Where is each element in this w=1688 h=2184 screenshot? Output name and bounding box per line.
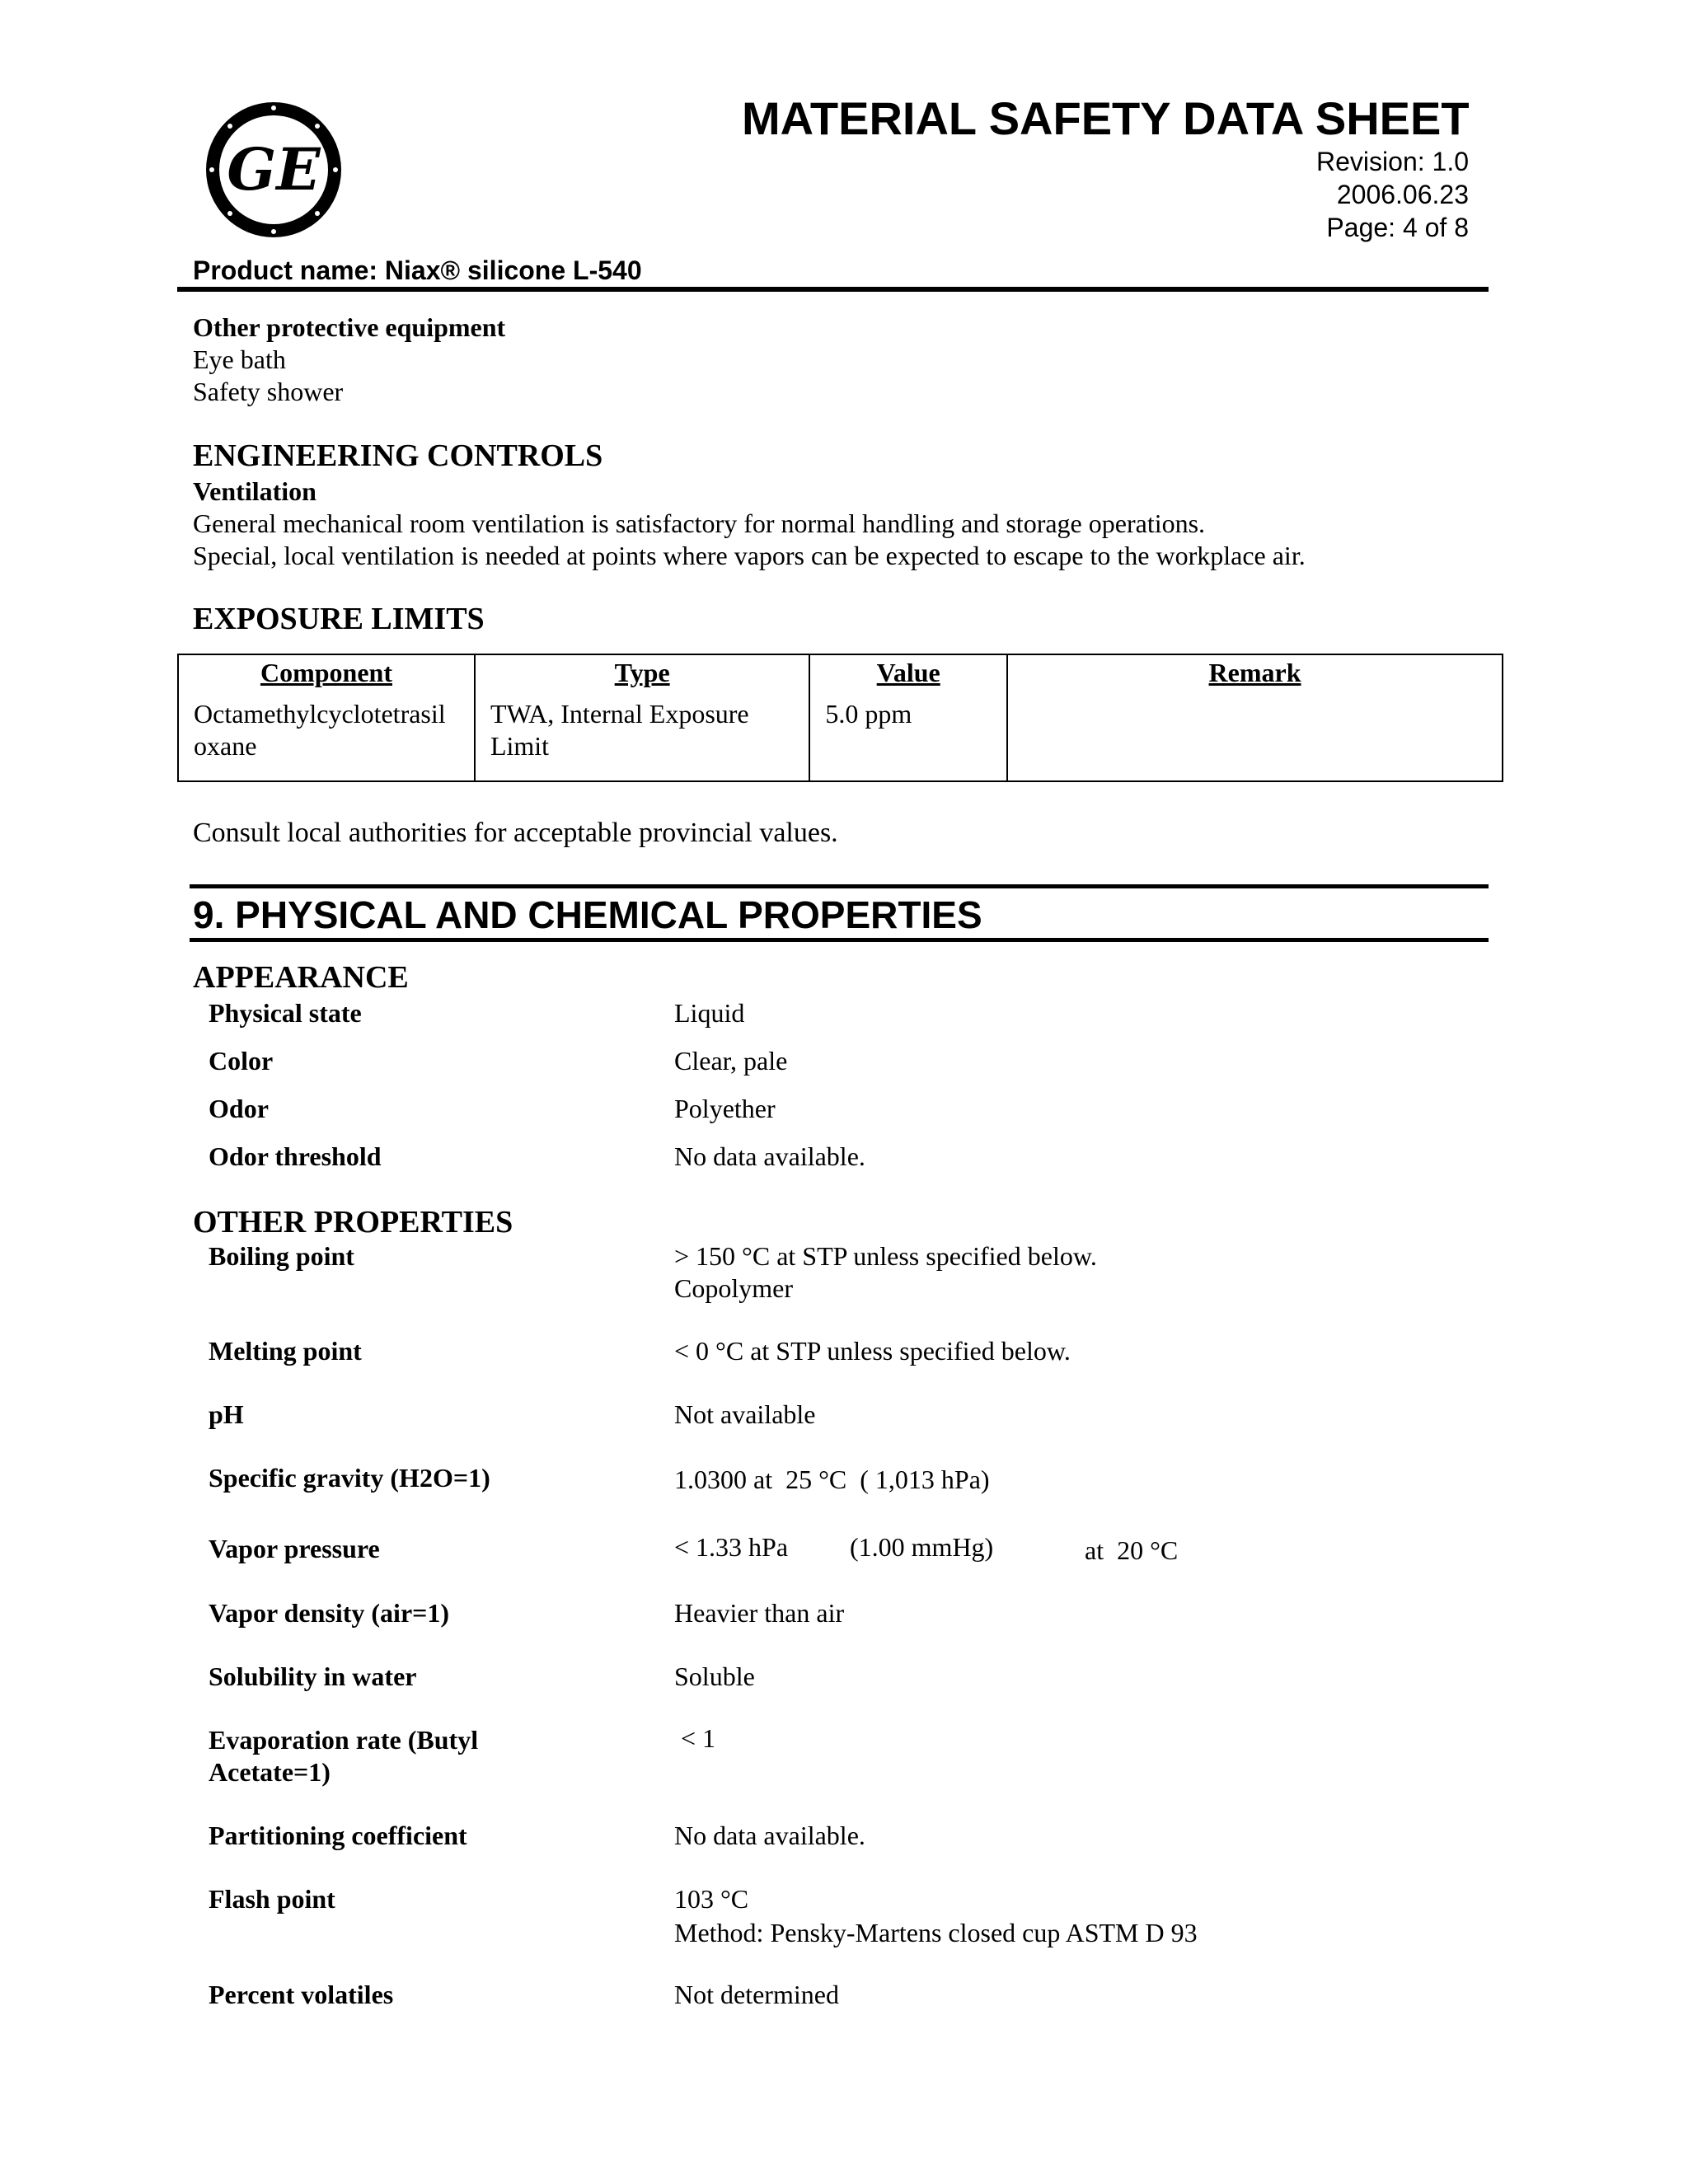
section-9-title: 9. PHYSICAL AND CHEMICAL PROPERTIES <box>193 893 982 936</box>
exposure-note: Consult local authorities for acceptable provincial values. <box>193 818 838 848</box>
specific-gravity-label: Specific gravity (H2O=1) <box>209 1463 490 1493</box>
engineering-controls-title: ENGINEERING CONTROLS <box>193 438 603 473</box>
vapor-pressure-label: Vapor pressure <box>209 1534 380 1563</box>
column-header-value: Value <box>809 654 1007 698</box>
document-title: MATERIAL SAFETY DATA SHEET <box>742 92 1470 144</box>
boiling-point-value: > 150 °C at STP unless specified below. <box>674 1241 1097 1271</box>
property-value: No data available. <box>674 1141 865 1171</box>
boiling-point-note: Copolymer <box>674 1273 793 1303</box>
component-text: oxane <box>194 731 257 762</box>
property-label: Odor threshold <box>209 1141 382 1171</box>
ph-label: pH <box>209 1399 244 1429</box>
evaporation-rate-label: Acetate=1) <box>209 1757 331 1787</box>
column-header-type: Type <box>475 654 809 698</box>
specific-gravity-value: 1.0300 at 25 °C ( 1,013 hPa) <box>674 1465 990 1494</box>
vapor-pressure-value: < 1.33 hPa <box>674 1532 789 1562</box>
flash-point-method: Method: Pensky-Martens closed cup ASTM D 93 <box>674 1918 1198 1947</box>
vapor-density-label: Vapor density (air=1) <box>209 1598 450 1628</box>
table-row <box>178 698 1503 781</box>
evaporation-rate-value: < 1 <box>674 1723 716 1753</box>
product-name: Product name: Niax® silicone L-540 <box>193 255 642 285</box>
remark-cell <box>1007 698 1503 781</box>
column-header-component: Component <box>178 654 475 698</box>
property-value: Polyether <box>674 1094 776 1123</box>
exposure-limits-table <box>177 654 1503 782</box>
revision-date: 2006.06.23 <box>1336 180 1469 209</box>
vapor-pressure-temperature: at 20 °C <box>1085 1535 1179 1565</box>
protective-item: Eye bath <box>193 344 286 374</box>
property-value: Liquid <box>674 998 745 1028</box>
melting-point-value: < 0 °C at STP unless specified below. <box>674 1336 1071 1366</box>
flash-point-label: Flash point <box>209 1884 335 1914</box>
column-header-remark: Remark <box>1007 654 1503 698</box>
percent-volatiles-label: Percent volatiles <box>209 1980 394 2009</box>
protective-item: Safety shower <box>193 377 344 406</box>
flash-point-value: 103 °C <box>674 1884 749 1914</box>
ventilation-text: General mechanical room ventilation is satisfactory for normal handling and storage operations. <box>193 509 1206 538</box>
property-label: Physical state <box>209 998 362 1028</box>
component-cell <box>178 698 475 781</box>
type-text: Limit <box>490 731 550 762</box>
section-divider <box>190 938 1489 942</box>
vapor-density-value: Heavier than air <box>674 1598 845 1628</box>
partitioning-coefficient-value: No data available. <box>674 1821 865 1850</box>
page-number: Page: 4 of 8 <box>1326 213 1469 242</box>
ventilation-text: Special, local ventilation is needed at points where vapors can be expected to escape to the workplace air. <box>193 541 1306 570</box>
partitioning-coefficient-label: Partitioning coefficient <box>209 1821 467 1850</box>
boiling-point-label: Boiling point <box>209 1241 354 1271</box>
property-value: Clear, pale <box>674 1046 788 1076</box>
protective-equipment-heading: Other protective equipment <box>193 312 506 342</box>
component-text: Octamethylcyclotetrasil <box>194 699 446 729</box>
table-header-row <box>178 654 1503 698</box>
type-cell <box>475 698 809 781</box>
property-label: Color <box>209 1046 274 1076</box>
header-divider <box>177 287 1489 292</box>
ph-value: Not available <box>674 1399 816 1429</box>
exposure-limits-title: EXPOSURE LIMITS <box>193 602 485 636</box>
vapor-pressure-mmhg: (1.00 mmHg) <box>850 1532 994 1562</box>
ge-logo-monogram: GE <box>227 135 321 204</box>
melting-point-label: Melting point <box>209 1336 362 1366</box>
solubility-value: Soluble <box>674 1661 755 1691</box>
type-text: TWA, Internal Exposure <box>490 699 749 729</box>
ventilation-heading: Ventilation <box>193 476 316 506</box>
solubility-label: Solubility in water <box>209 1661 417 1691</box>
ge-logo <box>204 101 343 239</box>
section-divider <box>190 884 1489 888</box>
other-properties-title: OTHER PROPERTIES <box>193 1205 513 1240</box>
revision-number: Revision: 1.0 <box>1316 147 1469 176</box>
percent-volatiles-value: Not determined <box>674 1980 839 2009</box>
appearance-title: APPEARANCE <box>193 960 409 995</box>
evaporation-rate-label: Evaporation rate (Butyl <box>209 1725 479 1755</box>
value-cell: 5.0 ppm <box>809 698 1007 781</box>
property-label: Odor <box>209 1094 269 1123</box>
